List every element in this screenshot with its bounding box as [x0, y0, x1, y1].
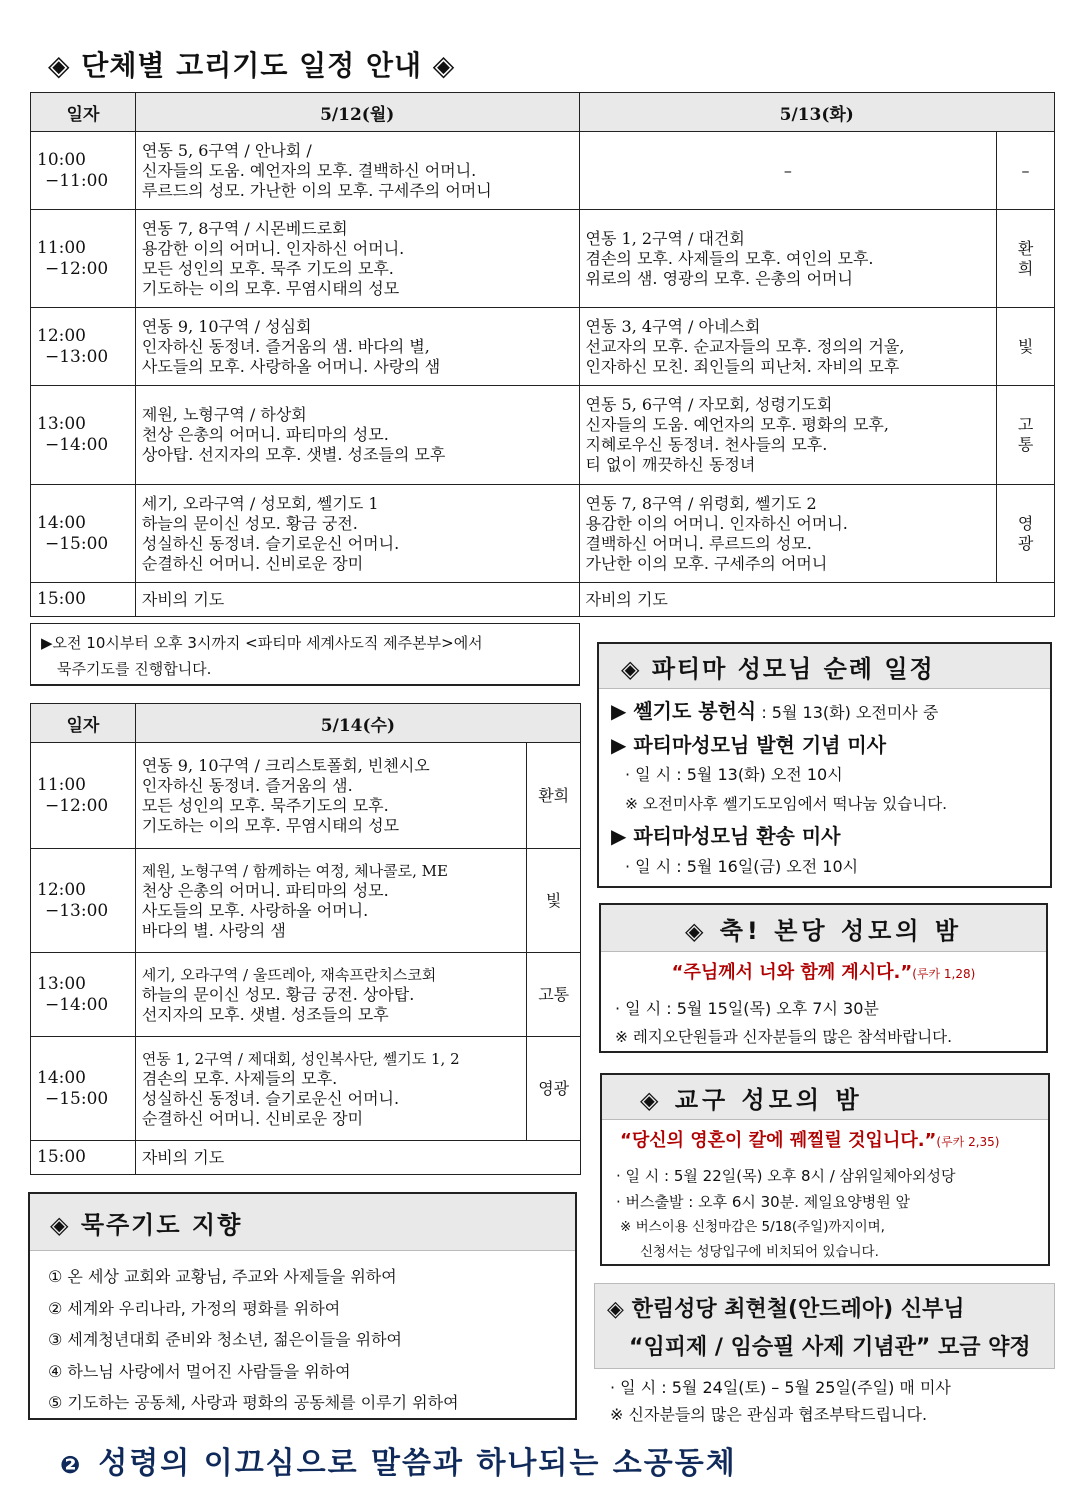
program-line: 제원, 노형구역 / 함께하는 여정, 체나콜로, ME: [141, 861, 448, 880]
table-row: [31, 210, 1055, 308]
mystery-tag: 빛: [527, 849, 581, 953]
time-start: 13:00: [37, 414, 86, 434]
program-line: 제원, 노형구역 / 하상회: [141, 405, 307, 424]
program-line: 연동 7, 8구역 / 시몬베드로회: [141, 218, 348, 238]
time-start: 11:00: [37, 774, 86, 795]
parish-night-title: ◈ 축! 본당 성모의 밤: [601, 905, 1046, 952]
program-line: 세기, 오라구역 / 성모회, 쎌기도 1: [141, 493, 379, 513]
program-line: –: [783, 160, 792, 180]
fatima-line: · 일 시 : 5월 16일(금) 오전 10시: [625, 857, 859, 876]
program-line: 모든 성인의 모후. 묵주 기도의 모후.: [141, 258, 394, 278]
hallim-box-header: [594, 1283, 1055, 1369]
time-end: −13:00: [45, 346, 109, 367]
fatima-line: ※ 오전미사후 쎌기도모임에서 떡나눔 있습니다.: [625, 795, 948, 813]
time-end: −15:00: [45, 1088, 109, 1109]
diocese-night-line: · 버스출발 : 오후 6시 30분. 제일요양병원 앞: [616, 1193, 910, 1211]
parish-night-line: · 일 시 : 5월 15일(목) 오후 7시 30분: [615, 999, 879, 1018]
page-title: ◈ 단체별 고리기도 일정 안내 ◈: [48, 49, 456, 82]
note-line: ▶오전 10시부터 오후 3시까지 <파티마 세계사도직 제주본부>에서: [41, 634, 483, 652]
program-line: 성실하신 동정녀. 슬기로운신 어머니.: [141, 533, 400, 553]
header-may12: 5/12(월): [135, 93, 579, 132]
table-row: [31, 308, 1055, 386]
schedule-table-may12-13: [30, 92, 1055, 617]
program-line: 자비의 기도: [135, 1141, 580, 1175]
mystery-tag: 희: [1017, 258, 1034, 278]
time-end: −12:00: [45, 258, 109, 279]
rosary-intentions-box: [28, 1192, 577, 1420]
program-line: 연동 5, 6구역 / 안나회 /: [141, 140, 312, 160]
program-line: 지혜로우신 동정녀. 천사들의 모후.: [585, 435, 828, 454]
intention-item: ① 온 세상 교회와 교황님, 주교와 사제들을 위하여: [48, 1267, 397, 1286]
mystery-tag: 환: [1017, 238, 1034, 258]
program-line: 기도하는 이의 모후. 무염시태의 성모: [141, 815, 400, 835]
program-line: 천상 은총의 어머니. 파티마의 성모.: [141, 880, 389, 900]
program-line: 신자들의 도움. 예언자의 모후. 결백하신 어머니.: [141, 160, 477, 180]
header-date: 일자: [31, 704, 136, 743]
note-line: 묵주기도를 진행합니다.: [57, 660, 212, 678]
mystery-tag: 영광: [527, 1037, 581, 1141]
program-line: 선교자의 모후. 순교자들의 모후. 정의의 거울,: [585, 336, 905, 356]
hallim-title-line: “임피제 / 임승필 사제 기념관” 모금 약정: [629, 1335, 1031, 1360]
intention-item: ② 세계와 우리나라, 가정의 평화를 위하여: [48, 1298, 341, 1318]
program-line: 위로의 샘. 영광의 모후. 은총의 어머니: [585, 268, 853, 288]
time-end: −14:00: [45, 435, 109, 455]
program-line: 인자하신 동정녀. 즐거움의 샘.: [141, 775, 353, 795]
program-line: 자비의 기도: [135, 583, 579, 617]
diocese-marian-night-box: [600, 1073, 1050, 1266]
fatima-line: ▶ 파티마성모님 환송 미사: [611, 824, 841, 848]
mystery-tag: 고: [1017, 415, 1034, 434]
table-row: [31, 953, 581, 1037]
header-date: 일자: [31, 93, 136, 132]
mystery-tag: 고통: [527, 953, 581, 1037]
program-line: 사도들의 모후. 사랑하올 어머니.: [141, 900, 369, 920]
intention-item: ③ 세계청년대회 준비와 청소년, 젊은이들을 위하여: [48, 1330, 402, 1349]
time-start: 13:00: [37, 973, 86, 994]
table-row: [31, 743, 581, 849]
program-line: 연동 1, 2구역 / 제대회, 성인복사단, 쎌기도 1, 2: [141, 1049, 460, 1068]
footer-banner: [60, 1438, 737, 1482]
program-line: 자비의 기도: [579, 583, 1054, 617]
table-row: [31, 386, 1055, 485]
parish-night-quote: “주님께서 너와 함께 계시다.”: [671, 962, 913, 983]
program-line: 티 없이 깨끗하신 동정녀: [585, 455, 756, 474]
time-start: 14:00: [37, 1067, 86, 1088]
header-may13: 5/13(화): [579, 93, 1054, 132]
parish-night-ref: (루카 1,28): [912, 967, 976, 981]
footer-text: 성령의 이끄심으로 말씀과 하나되는 소공동체: [98, 1446, 737, 1481]
program-line: 인자하신 모친. 죄인들의 피난처. 자비의 모후: [585, 356, 900, 376]
program-line: 루르드의 성모. 가난한 이의 모후. 구세주의 어머니: [141, 180, 492, 200]
diocese-night-quote: “당신의 영혼이 칼에 꿰찔릴 것입니다.”: [620, 1130, 937, 1151]
program-line: 하늘의 문이신 성모. 황금 궁전. 상아탑.: [141, 984, 415, 1004]
mystery-tag: 환희: [527, 743, 581, 849]
hallim-line: · 일 시 : 5월 24일(토) – 5월 25일(주일) 매 미사: [610, 1378, 951, 1397]
schedule-table-may14: [30, 703, 581, 1175]
time-end: −14:00: [45, 994, 109, 1015]
table-row: [31, 849, 581, 953]
program-line: 겸손의 모후. 사제들의 모후. 여인의 모후.: [585, 248, 874, 268]
program-line: 순결하신 어머니. 신비로운 장미: [141, 1108, 364, 1128]
table-row: [31, 1141, 581, 1175]
time-end: −13:00: [45, 900, 109, 921]
program-line: 천상 은총의 어머니. 파티마의 성모.: [141, 425, 389, 444]
time-start: 15:00: [31, 583, 136, 617]
program-line: 연동 5, 6구역 / 자모회, 성령기도회: [585, 395, 833, 414]
rosary-title: ◈ 묵주기도 지향: [30, 1194, 575, 1251]
fatima-pilgrimage-box: [597, 642, 1052, 888]
program-line: 연동 9, 10구역 / 크리스토폴회, 빈첸시오: [141, 755, 430, 775]
diocese-night-line: · 일 시 : 5월 22일(목) 오후 8시 / 삼위일체아외성당: [616, 1167, 956, 1185]
intention-item: ④ 하느님 사랑에서 멀어진 사람들을 위하여: [48, 1361, 351, 1381]
table-row: [31, 1037, 581, 1141]
time-start: 12:00: [37, 325, 86, 346]
time-start: 15:00: [31, 1141, 136, 1175]
program-line: 순결하신 어머니. 신비로운 장미: [141, 553, 364, 573]
table-row: [31, 583, 1055, 617]
mystery-tag: 영: [1017, 513, 1034, 533]
fatima-line: : 5월 13(화) 오전미사 중: [756, 703, 939, 722]
parish-marian-night-box: [599, 903, 1048, 1053]
diocese-night-line: 신청서는 성당입구에 비치되어 있습니다.: [640, 1244, 879, 1260]
program-line: 기도하는 이의 모후. 무염시태의 성모: [141, 278, 400, 298]
hallim-line: ※ 신자분들의 많은 관심과 협조부탁드립니다.: [610, 1405, 928, 1424]
program-line: 연동 7, 8구역 / 위령회, 쎌기도 2: [585, 493, 817, 513]
intention-item: ⑤ 기도하는 공동체, 사랑과 평화의 공동체를 이루기 위하여: [48, 1393, 459, 1412]
program-line: 상아탑. 선지자의 모후. 샛별. 성조들의 모후: [141, 445, 446, 464]
program-line: 용감한 이의 어머니. 인자하신 어머니.: [141, 238, 405, 258]
parish-night-line: ※ 레지오단원들과 신자분들의 많은 참석바랍니다.: [615, 1028, 953, 1046]
time-end: −11:00: [45, 170, 109, 191]
table-row: [31, 485, 1055, 583]
program-line: 성실하신 동정녀. 슬기로운신 어머니.: [141, 1088, 400, 1108]
program-line: 연동 9, 10구역 / 성심회: [141, 316, 312, 336]
fatima-line: · 일 시 : 5월 13(화) 오전 10시: [625, 765, 843, 784]
program-line: 연동 1, 2구역 / 대건회: [585, 228, 745, 248]
fatima-title: ◈ 파티마 성모님 순례 일정: [599, 644, 1050, 689]
diocese-night-ref: (루카 2,35): [936, 1135, 1000, 1149]
header-may14: 5/14(수): [135, 704, 580, 743]
time-start: 12:00: [37, 879, 86, 900]
time-start: 11:00: [37, 237, 86, 258]
diocese-night-title: ◈ 교구 성모의 밤: [602, 1075, 1048, 1120]
program-line: 인자하신 동정녀. 즐거움의 샘. 바다의 별,: [141, 336, 430, 356]
time-end: −12:00: [45, 795, 109, 816]
program-line: 겸손의 모후. 사제들의 모후.: [141, 1068, 338, 1088]
mystery-tag: 광: [1017, 533, 1034, 553]
note-box: [30, 623, 580, 686]
table-header-row: [31, 93, 1055, 132]
time-start: 14:00: [37, 512, 86, 533]
program-line: 신자들의 도움. 예언자의 모후. 평화의 모후,: [585, 415, 889, 434]
time-end: −15:00: [45, 533, 109, 554]
program-line: 사도들의 모후. 사랑하올 어머니. 사랑의 샘: [141, 356, 441, 376]
program-line: 가난한 이의 모후. 구세주의 어머니: [585, 553, 828, 573]
program-line: 모든 성인의 모후. 묵주기도의 모후.: [141, 795, 389, 815]
time-start: 10:00: [37, 149, 86, 170]
fatima-line: ▶ 파티마성모님 발현 기념 미사: [611, 733, 887, 757]
footer-number-icon: ❷: [60, 1451, 83, 1479]
fatima-line: ▶ 쎌기도 봉헌식: [611, 699, 757, 723]
table-row: [31, 132, 1055, 210]
table-header-row: [31, 704, 581, 743]
mystery-tag: –: [1021, 160, 1030, 180]
hallim-title-line: ◈ 한림성당 최현철(안드레아) 신부님: [607, 1297, 965, 1322]
mystery-tag: 빛: [1017, 336, 1034, 356]
program-line: 선지자의 모후. 샛별. 성조들의 모후: [141, 1004, 389, 1024]
program-line: 용감한 이의 어머니. 인자하신 어머니.: [585, 513, 848, 533]
program-line: 연동 3, 4구역 / 아네스회: [585, 316, 761, 336]
mystery-tag: 통: [1017, 435, 1034, 454]
program-line: 하늘의 문이신 성모. 황금 궁전.: [141, 513, 358, 533]
program-line: 세기, 오라구역 / 울뜨레아, 재속프란치스코회: [141, 965, 437, 984]
diocese-night-line: ※ 버스이용 신청마감은 5/18(주일)까지이며,: [620, 1219, 885, 1235]
program-line: 결백하신 어머니. 루르드의 성모.: [585, 533, 812, 553]
program-line: 바다의 별. 사랑의 샘: [141, 920, 286, 940]
